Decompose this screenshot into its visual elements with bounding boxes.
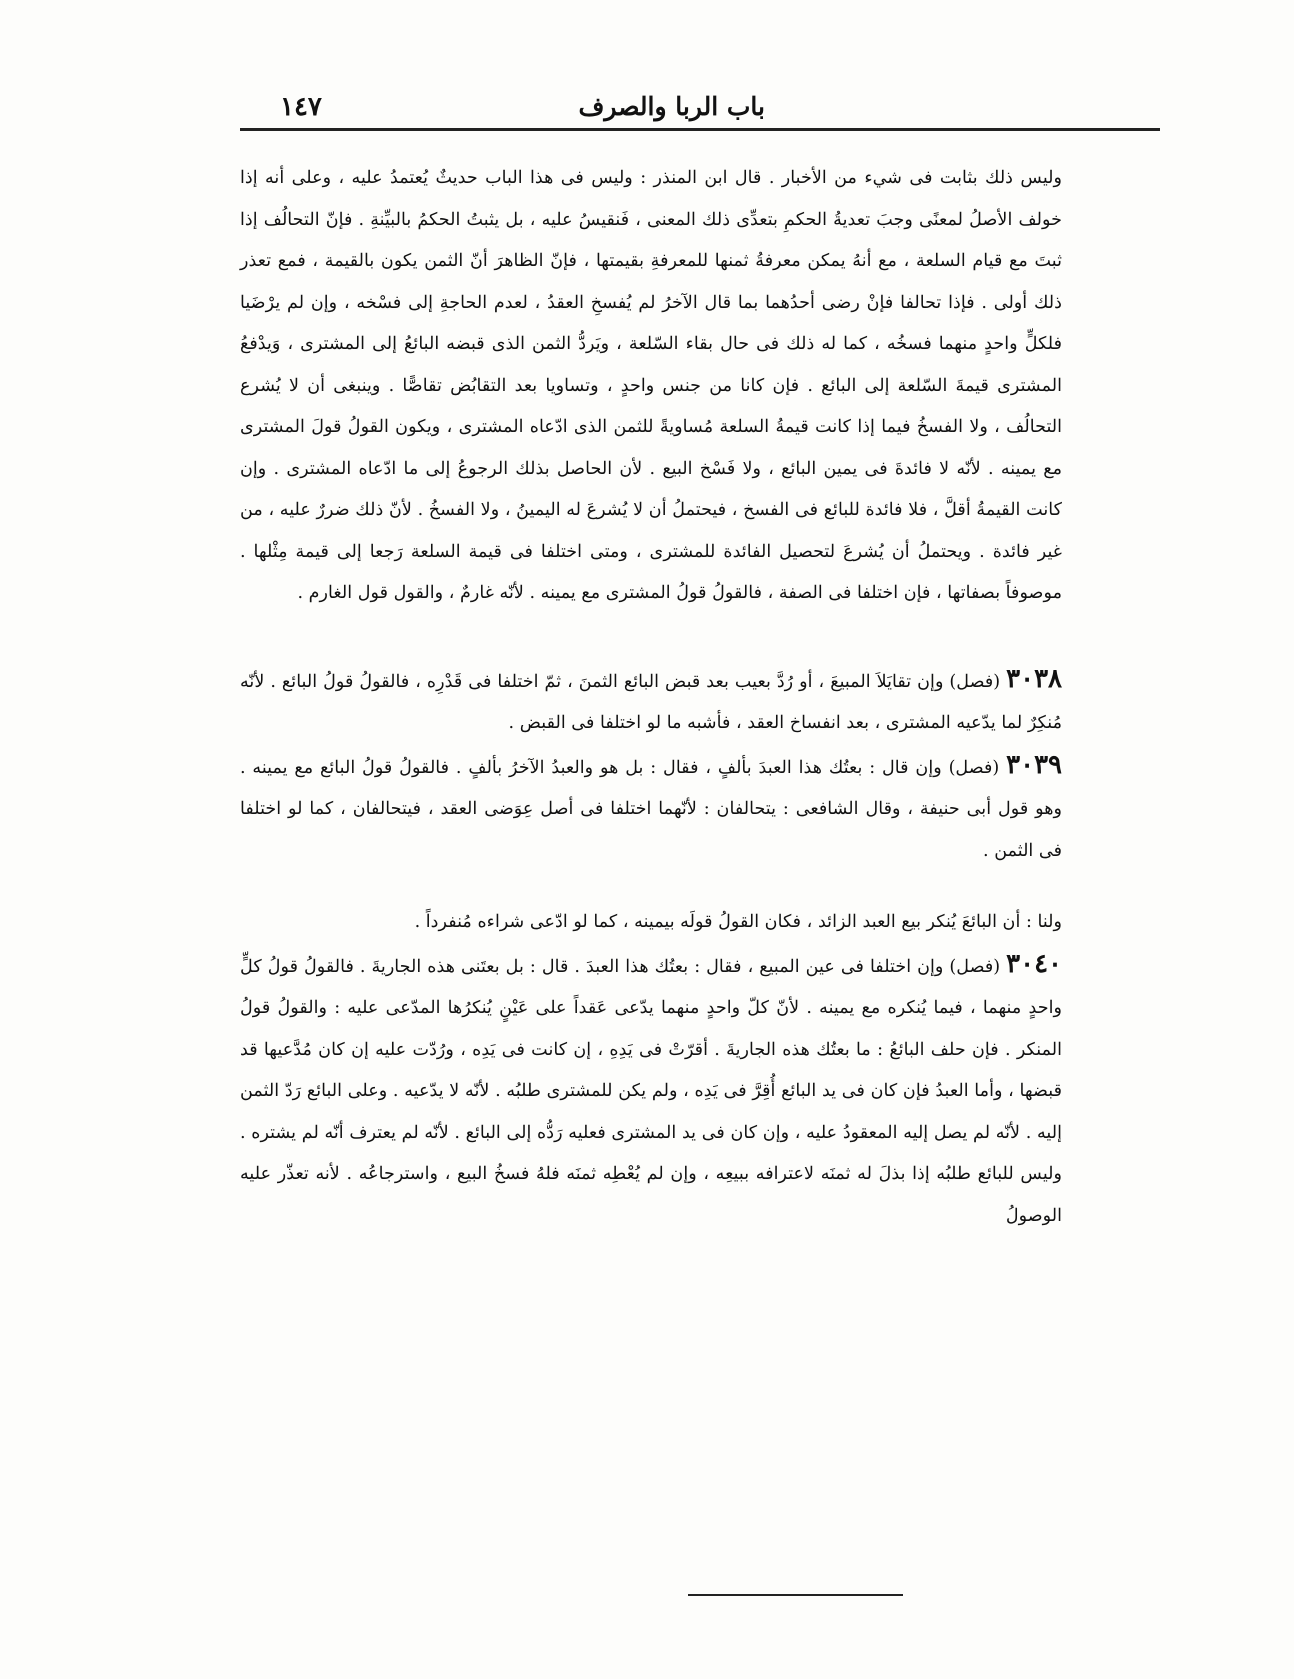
paragraph-1: وليس ذلك بثابت فى شيء من الأخبار . قال ابن المنذر : وليس فى هذا الباب حديثٌ يُعتمدُ عليه ، وعلى أنه إذا خولف الأصلُ لمعنًى وجبَ تعديةُ الحكمِ بتعدِّى ذلك المعنى ، فَنقيسُ عليه ، بل يثبتُ الحكمُ بالبيِّنةِ . فإنّ التحالُف إذا ثبتَ مع قيام السلعة ، مع أنهُ يمكن معرفةُ ثمنها للمعرفةِ بقيمتها ، فإنّ الظاهرَ أنّ الثمن يكون بالقيمة ، فمع تعذر ذلك أولى . فإذا تحالفا فإنْ رضى أحدُهما بما قال الآخرُ لم يُفسخِ العقدُ ، لعدم الحاجةِ إلى فسْخه ، وإن لم يرْضَيا فلكلٍّ واحدٍ منهما فسخُه ، كما له ذلك فى حال بقاء السّلعة ، ويَردُّ الثمن الذى قبضه البائعُ إلى المشترى ، وَيدْفعُ المشترى قيمةَ السّلعة إلى البائع . فإن كانا من جنس واحدٍ ، وتساويا بعد التقابُض تقاصًّا . وينبغى أن لا يُشرع التحالُف ، ولا الفسخُ فيما إذا كانت قيمةُ السلعة مُساويةً للثمن الذى ادّعاه المشترى ، ويكون القولُ قولَ المشترى مع يمينه . لأنّه لا فائدةَ فى يمين البائع ، ولا فَسْخ البيع . لأن الحاصل بذلك الرجوعُ إلى ما ادّعاه المشترى . وإن كانت القيمةُ أقلَّ ، فلا فائدة للبائع فى الفسخ ، فيحتملُ أن لا يُشرعَ له اليمينُ ، ولا الفسخُ . لأنّ ذلك ضررٌ عليه ، من غير فائدة . ويحتملُ أن يُشرعَ لتحصيل الفائدة للمشترى ، ومتى اختلفا فى قيمة السلعة رَجعا إلى قيمة مِثْلها . موصوفاً بصفاتها ، فإن اختلفا فى الصفة ، فالقولُ قولُ المشترى مع يمينه . لأنّه غارمٌ ، والقول قول الغارم . xyxy=(240,168,1062,603)
section-text: (فصل) وإن تقايَلاَ المبيعَ ، أو رُدَّ بعيب بعد قبض البائع الثمنَ ، ثمّ اختلفا فى قَدْرِه ، فالقولُ قولُ البائع . لأنّه مُنكِرٌ لما يدّعيه المشترى ، بعد انفساخ العقد ، فأشبه ما لو اختلفا فى القبض . xyxy=(240,671,1062,733)
section-number: ٣٠٣٩ xyxy=(1006,749,1062,780)
footer-divider xyxy=(688,1594,903,1596)
section-number: ٣٠٣٨ xyxy=(1006,663,1063,694)
running-title: باب الربا والصرف xyxy=(578,92,765,121)
header-divider xyxy=(240,128,1160,131)
page-number: ١٤٧ xyxy=(280,92,322,122)
section-3040 xyxy=(240,944,1062,1238)
section-3038 xyxy=(240,659,1062,745)
section-text: (فصل) وإن قال : بعتُك هذا العبدَ بألفٍ ، فقال : بل هو والعبدُ الآخرُ بألفٍ . فالقولُ قولُ البائع مع يمينه . وهو قول أبى حنيفة ، وقال الشافعى : يتحالفان : لأنّهما اختلفا فى أصل عِوَضى العقد ، فيتحالفان ، كما لو اختلفا فى الثمن . xyxy=(240,757,1062,861)
page-header xyxy=(240,92,1110,132)
section-3039 xyxy=(240,745,1062,873)
section-text: (فصل) وإن اختلفا فى عين المبيع ، فقال : بعتُك هذا العبدَ . قال : بل بعتَنى هذه الجاريةَ . فالقولُ قولُ كلٍّ واحدٍ منهما ، فيما يُنكره مع يمينه . لأنّ كلّ واحدٍ منهما يدّعى عَقداً على عَيْنٍ يُنكرُها المدّعى عليه : والقولُ قولُ المنكر . فإن حلف البائعُ : ما بعتُك هذه الجاريةَ . أقرّتْ فى يَدِهِ ، إن كانت فى يَدِه ، ورُدّت عليه إن كان مُدَّعيها قد قبضها ، وأما العبدُ فإن كان فى يد البائع أُقِرَّ فى يَدِه ، ولم يكن للمشترى طلبُه . لأنّه لا يدّعيه . وعلى البائع رَدّ الثمن إليه . لأنّه لم يصل إليه المعقودُ عليه ، وإن كان فى يد المشترى فعليه رَدُّه إلى البائع . لأنّه لم يعترف أنّه لم يشتره . وليس للبائع طلبُه إذا بذلَ له ثمنَه لاعترافه ببيعِه ، وإن لم يُعْطِه ثمنَه فلهُ فسخُ البيع ، واسترجاعُه . لأنه تعذّر عليه الوصولُ xyxy=(240,956,1062,1226)
paragraph-4: ولنا : أن البائعَ يُنكر بيع العبد الزائد ، فكان القولُ قولَه بيمينه ، كما لو ادّعى شراءه مُنفرداً . xyxy=(414,912,1062,932)
section-number: ٣٠٤٠ xyxy=(1006,948,1063,979)
page-body xyxy=(240,158,1062,1237)
